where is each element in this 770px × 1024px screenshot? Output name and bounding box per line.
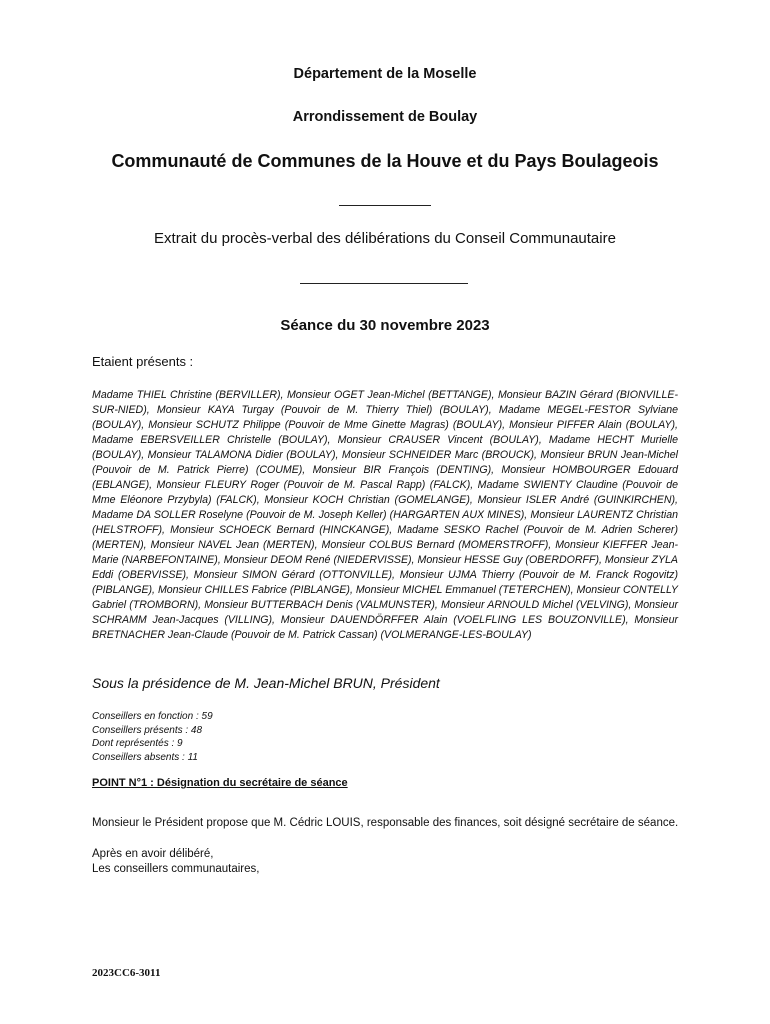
count-present: Conseillers présents : 48 [92, 724, 203, 736]
extract-title: Extrait du procès-verbal des délibérations du Conseil Communautaire [154, 230, 616, 247]
document-reference: 2023CC6-3011 [92, 967, 161, 979]
attendance-counts [92, 710, 213, 764]
presidency-line: Sous la présidence de M. Jean-Michel BRUN, Président [92, 675, 440, 691]
community-title: Communauté de Communes de la Houve et du Pays Boulageois [111, 151, 659, 171]
arrondissement-heading: Arrondissement de Boulay [292, 109, 478, 125]
divider-short [339, 205, 431, 206]
count-represented: Dont représentés : 9 [92, 738, 183, 749]
department-heading: Département de la Moselle [293, 66, 477, 82]
after-deliberation-text: Après en avoir délibéré, [92, 848, 214, 860]
session-date-heading: Séance du 30 novembre 2023 [280, 317, 490, 334]
divider-long [300, 283, 468, 284]
attendance-list: Madame THIEL Christine (BERVILLER), Monsieur OGET Jean-Michel (BETTANGE), Monsieur BAZIN Gérard (BIONVILLE-SUR-NIED), Monsieur KAYA Turgay (Pouvoir de M. Thierry Thiel) (BOULAY), Madame MEGEL-FESTOR Sylviane (BOULAY), Monsieur SCHUTZ Philippe (Pouvoir de Mme Ginette Magras) (BOULAY), Monsieur PIFFER Alain (BOULAY), Madame EBERSVEILLER Christelle (BOULAY), Monsieur CRAUSER Vincent (BOULAY), Madame HECHT Murielle (BOULAY), Monsieur TALAMONA Didier (BOULAY), Monsieur SCHNEIDER Marc (BROUCK), Monsieur BRUN Jean-Michel (Pouvoir de M. Patrick Pierre) (COUME), Monsieur BIR François (DENTING), Monsieur HOMBOURGER Edouard (EBLANGE), Monsieur FLEURY Roger (Pouvoir de M. Pascal Rapp) (FALCK), Madame SWIENTY Claudine (Pouvoir de Mme Eléonore Przybyla) (FALCK), Monsieur KOCH Christian (GOMELANGE), Monsieur ISLER André (GUINKIRCHEN), Madame DA SOLLER Roselyne (Pouvoir de M. Joseph Keller) (HARGARTEN AUX MINES), Monsieur LAURENTZ Christian (HELSTROFF), Monsieur SCHOECK Bernard (HINCKANGE), Madame SESKO Rachel (Pouvoir de M. Adrien Scherer) (MERTEN), Monsieur NAVEL Jean (MERTEN), Monsieur COLBUS Bernard (MOMERSTROFF), Monsieur KIEFFER Jean-Marie (NARBEFONTAINE), Monsieur DEOM René (NIEDERVISSE), Monsieur HESSE Guy (OBERDORFF), Monsieur ZYLA Eddi (OBERVISSE), Monsieur SIMON Gérard (OTTONVILLE), Monsieur UJMA Thierry (Pouvoir de M. Franck Rogovitz) (PIBLANGE), Monsieur CHILLES Fabrice (PIBLANGE), Monsieur MICHEL Emmanuel (TETERCHEN), Monsieur CONTELLY Gabriel (TROMBORN), Monsieur BUTTERBACH Denis (VALMUNSTER), Monsieur ARNOULD Michel (VELVING), Monsieur SCHRAMM Jean-Jacques (VILLING), Monsieur DAUENDÖRFFER Alain (VOELFLING LES BOUZONVILLE), Monsieur BRETNACHER Jean-Claude (Pouvoir de M. Patrick Cassan) (VOLMERANGE-LES-BOULAY) [92, 389, 678, 641]
deliberation-block [92, 847, 259, 877]
attendance-label: Etaient présents : [92, 354, 194, 369]
proposal-text: Monsieur le Président propose que M. Cédric LOUIS, responsable des finances, soit désigné secrétaire de séance. [92, 817, 679, 829]
count-absent: Conseillers absents : 11 [92, 751, 198, 763]
councillors-text: Les conseillers communautaires, [92, 863, 260, 875]
point-title: POINT N°1 : Désignation du secrétaire de séance [92, 777, 348, 789]
count-in-office: Conseillers en fonction : 59 [92, 711, 213, 722]
